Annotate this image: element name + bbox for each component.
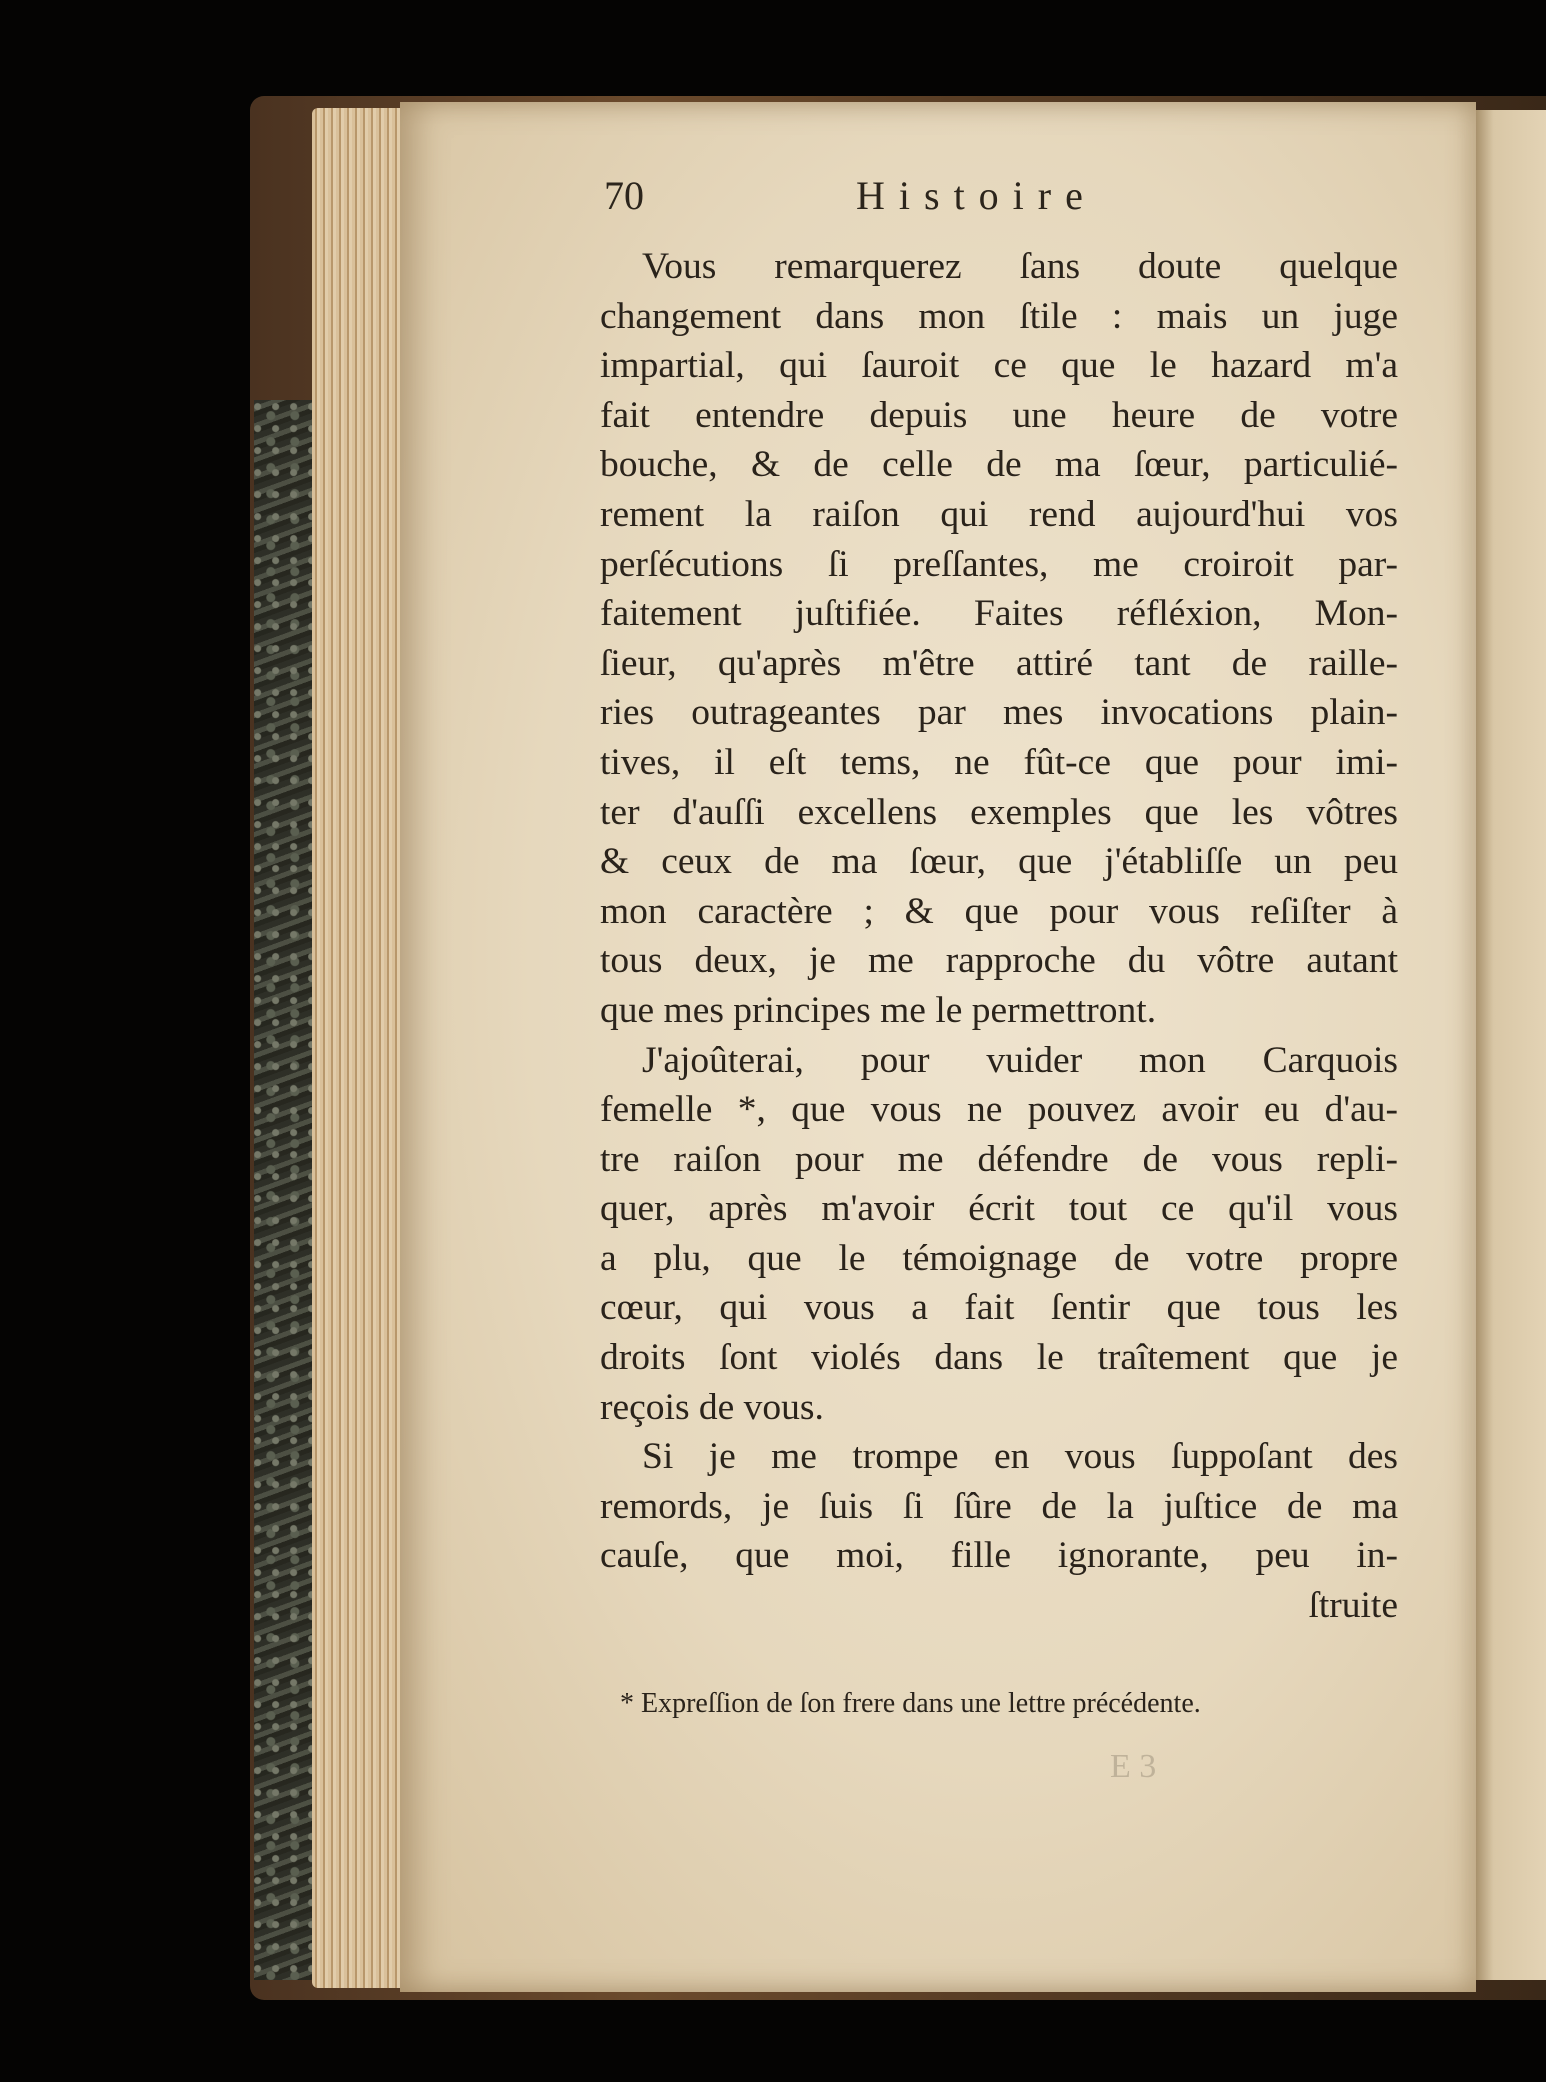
running-title: Histoire [856,173,1097,218]
text-line: mon caractère ; & que pour vous reſiſter à [600,890,1398,932]
text-line: femelle *, que vous ne pouvez avoir eu d'au- [600,1089,1398,1131]
page-header [604,172,1164,232]
text-line: Vous remarquerez ſans doute quelque [642,246,1398,287]
text-line: changement dans mon ſtile : mais un juge [600,295,1398,337]
text-line: rement la raiſon qui rend aujourd'hui vos [600,493,1398,535]
text-line: ter d'auſſi excellens exemples que les vôtres [600,791,1398,833]
text-line: tre raiſon pour me défendre de vous repli- [600,1138,1398,1180]
text-line: impartial, qui ſauroit ce que le hazard m'a [600,345,1398,387]
text-line: ries outrageantes par mes invocations plain- [600,692,1398,734]
text-line: J'ajoûterai, pour vuider mon Carquois [642,1039,1398,1081]
catchword: ſtruite [1308,1585,1398,1627]
body-text [600,242,1398,1631]
text-line: Si je me trompe en vous ſuppoſant des [642,1436,1398,1478]
text-line: bouche, & de celle de ma ſœur, particulié- [600,444,1398,486]
page-number: 70 [604,173,644,218]
marbled-board [254,400,318,1980]
text-line: tous deux, je me rapproche du vôtre autant [600,940,1398,982]
signature-mark: E 3 [1110,1748,1157,1785]
footnote: * Expreſſion de ſon frere dans une lettre précédente. [620,1688,1201,1719]
text-line: remords, je ſuis ſi ſûre de la juſtice de ma [600,1485,1398,1527]
text-line: perſécutions ſi preſſantes, me croiroit par- [600,543,1398,585]
text-line: tives, il eſt tems, ne fût-ce que pour imi- [600,741,1398,783]
text-line: cauſe, que moi, fille ignorante, peu in- [600,1535,1398,1577]
text-line: faitement juſtifiée. Faites réfléxion, Mon- [600,593,1398,635]
text-line: reçois de vous. [600,1386,824,1428]
text-line: quer, après m'avoir écrit tout ce qu'il vous [600,1188,1398,1230]
text-line: a plu, que le témoignage de votre propre [600,1237,1398,1279]
facing-page-edge [1476,110,1546,1980]
text-line: ſieur, qu'après m'être attiré tant de raille- [600,642,1398,684]
text-line: que mes principes me le permettront. [600,989,1157,1031]
text-line: & ceux de ma ſœur, que j'établiſſe un peu [600,841,1398,883]
text-line: droits ſont violés dans le traîtement que je [600,1337,1398,1379]
text-line: fait entendre depuis une heure de votre [600,394,1398,436]
text-line: cœur, qui vous a fait ſentir que tous les [600,1287,1398,1329]
